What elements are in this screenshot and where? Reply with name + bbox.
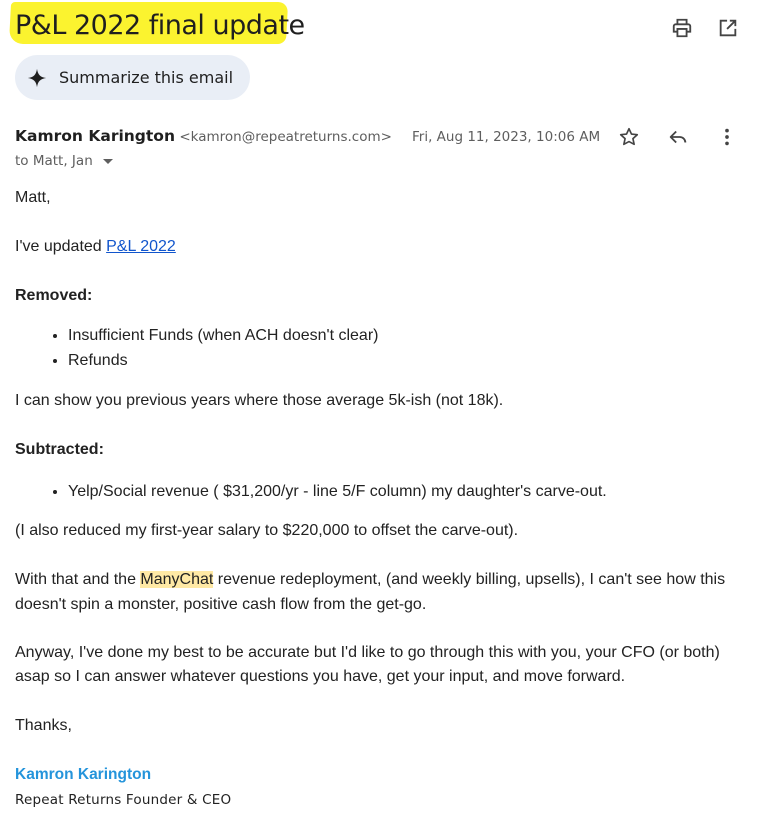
reply-icon[interactable] — [666, 125, 690, 149]
email-subject: P&L 2022 final update — [15, 10, 305, 41]
print-icon[interactable] — [670, 16, 694, 40]
manychat-line-2: doesn't spin a monster, positive cash flow from the get-go. — [15, 596, 427, 613]
updated-line — [15, 238, 176, 256]
manychat-highlight: ManyChat — [140, 571, 214, 588]
sender-name[interactable]: Kamron Karington — [15, 127, 175, 145]
recipients-text: to Matt, Jan — [15, 153, 93, 169]
list-item: • Yelp/Social revenue ( $31,200/yr - line 5/F column) my daughter's carve-out. — [68, 479, 607, 504]
recipients-toggle[interactable] — [15, 153, 113, 169]
removed-heading: Removed: — [15, 287, 93, 304]
updated-prefix: I've updated — [15, 238, 107, 255]
list-item: • Refunds — [68, 348, 378, 373]
pl-2022-link[interactable]: P&L 2022 — [106, 238, 176, 255]
signature-name: Kamron Karington — [15, 766, 152, 783]
star-icon[interactable] — [617, 125, 641, 149]
anyway-line-1: Anyway, I've done my best to be accurate but I'd like to go through this with you, your CFO (or both) — [15, 644, 720, 661]
thanks-text: Thanks, — [15, 717, 72, 734]
greeting: Matt, — [15, 189, 51, 206]
sender-line — [15, 127, 392, 146]
subtracted-list — [48, 479, 607, 504]
signature-title: Repeat Returns Founder & CEO — [15, 792, 232, 808]
chevron-down-icon — [103, 159, 113, 164]
removed-list — [48, 323, 378, 373]
manychat-prefix: With that and the — [15, 571, 141, 588]
manychat-suffix: revenue redeployment, (and weekly billing, upsells), I can't see how this — [213, 571, 726, 588]
previous-years-text: I can show you previous years where those average 5k-ish (not 18k). — [15, 392, 504, 409]
anyway-line-2: asap so I can answer whatever questions you have, get your input, and move forward. — [15, 668, 626, 685]
top-actions — [670, 16, 740, 40]
manychat-line-1 — [15, 571, 725, 589]
sparkle-icon — [27, 68, 47, 88]
list-item: • Insufficient Funds (when ACH doesn't clear) — [68, 323, 378, 348]
salary-note: (I also reduced my first-year salary to $220,000 to offset the carve-out). — [15, 522, 519, 539]
message-actions — [617, 125, 739, 149]
subtracted-heading: Subtracted: — [15, 441, 104, 458]
sender-email: <kamron@repeatreturns.com> — [179, 129, 392, 145]
more-vert-icon[interactable] — [715, 125, 739, 149]
summarize-label: Summarize this email — [59, 68, 234, 87]
email-date: Fri, Aug 11, 2023, 10:06 AM — [412, 129, 601, 145]
open-in-new-icon[interactable] — [716, 16, 740, 40]
summarize-button[interactable] — [15, 55, 250, 100]
